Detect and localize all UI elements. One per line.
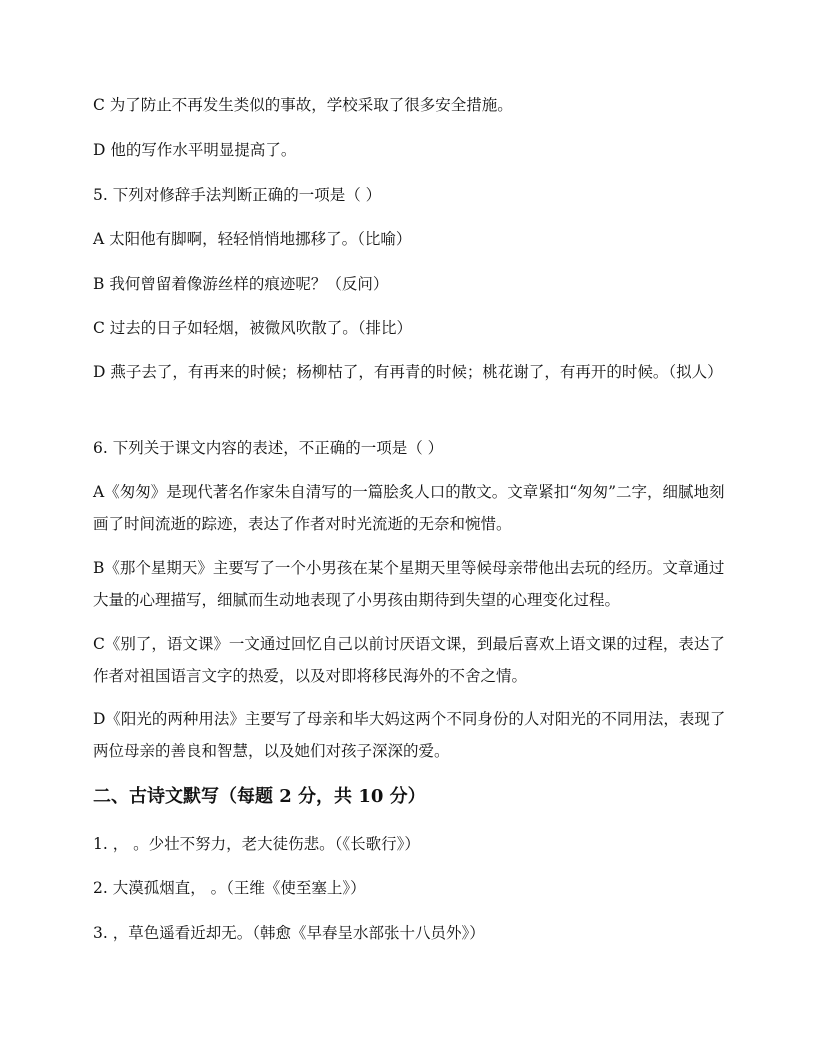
- option-b-q5: B 我何曾留着像游丝样的痕迹呢？（反问）: [93, 275, 389, 293]
- option-c-q6: C《别了，语文课》一文通过回忆自己以前讨厌语文课，到最后喜欢上语文课的过程，表达了作者对祖国语言文字的热爱，以及对即将移民海外的不舍之情。: [93, 635, 725, 685]
- option-d-q4: D 他的写作水平明显提高了。: [93, 141, 297, 159]
- fill-line-3: 3. ，草色遥看近却无。（韩愈《早春呈水部张十八员外》）: [93, 924, 485, 942]
- option-d-q6: D《阳光的两种用法》主要写了母亲和毕大妈这两个不同身份的人对阳光的不同用法，表现了两位母亲的善良和智慧，以及她们对孩子深深的爱。: [93, 710, 726, 760]
- option-d-q5: D 燕子去了，有再来的时候；杨柳枯了，有再青的时候；桃花谢了，有再开的时候。（拟人）: [93, 363, 723, 381]
- option-a-q6: A《匆匆》是现代著名作家朱自清写的一篇脍炙人口的散文。文章紧扣“匆匆”二字，细腻地刻画了时间流逝的踪迹，表达了作者对时光流逝的无奈和惋惜。: [93, 483, 725, 533]
- fill-line-2: 2. 大漠孤烟直， 。（王维《使至塞上》）: [93, 879, 366, 897]
- option-a-q5: A 太阳他有脚啊，轻轻悄悄地挪移了。（比喻）: [93, 230, 412, 248]
- option-c-q5: C 过去的日子如轻烟，被微风吹散了。（排比）: [93, 319, 413, 337]
- section-heading: 二、古诗文默写（每题 2 分，共 10 分）: [93, 786, 426, 807]
- question-5: 5. 下列对修辞手法判断正确的一项是（ ）: [93, 186, 382, 204]
- option-c-q4: C 为了防止不再发生类似的事故，学校采取了很多安全措施。: [93, 96, 513, 114]
- question-6: 6. 下列关于课文内容的表述，不正确的一项是（ ）: [93, 439, 444, 457]
- fill-line-1: 1. ， 。少壮不努力，老大徒伤悲。（《长歌行》）: [93, 835, 420, 853]
- option-b-q6: B《那个星期天》主要写了一个小男孩在某个星期天里等候母亲带他出去玩的经历。文章通过大量的心理描写，细腻而生动地表现了小男孩由期待到失望的心理变化过程。: [93, 559, 725, 609]
